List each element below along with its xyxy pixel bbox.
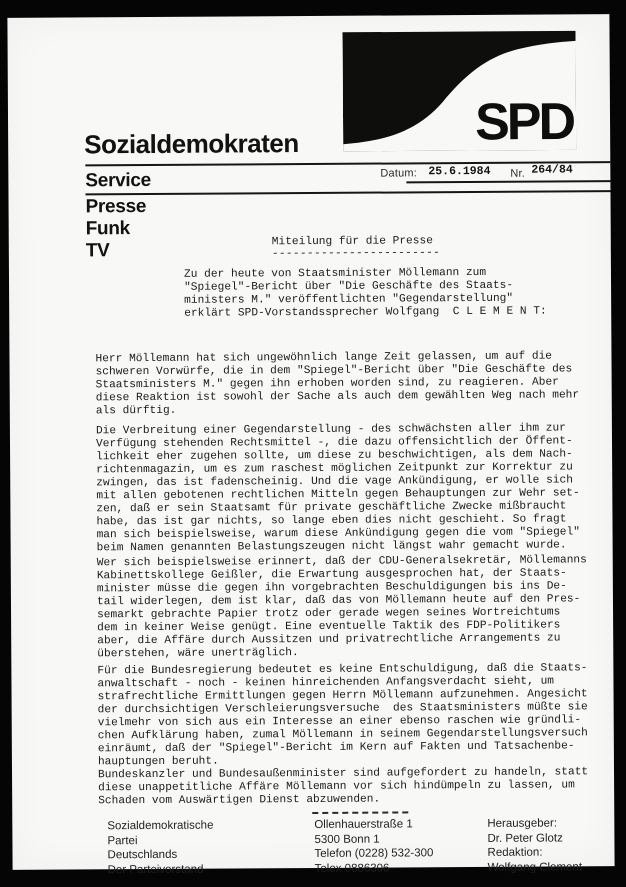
press-note-title: Miteilung für die Presse — [271, 235, 433, 249]
footer-org-line: Deutschlands — [107, 848, 178, 862]
date-underline-rule — [406, 180, 610, 183]
footer-telex: Telex 0886306 — [314, 862, 390, 875]
footer-imprint — [487, 816, 582, 875]
paragraph-3: Wer sich beispielsweise erinnert, daß der CDU-Generalsekretär, Möllemanns Kabinettskollege Geißler, die Erwartung ausgesprochen hat, der Staats- minister müsse die gegen ihn vorgebrachten Beschuldigungen bis ins De- tail widerlegen, dem ist klar, daß das von Möllemann heute auf den Pres- semarkt gebrachte Papier trotz oder gerade wegen seines Wortreichtums dem in keiner Weise genügt. Eine eventuelle Taktik des FDP-Politikers aber, die Affäre durch Aussitzen und privatrechtliche Arrangements zu überstehen, wäre unerträglich. — [96, 554, 587, 661]
date-value: 25.6.1984 — [428, 164, 491, 179]
footer-org-line: Sozialdemokratische — [107, 819, 214, 833]
number-value: 264/84 — [531, 163, 573, 177]
footer-street: Ollenhauerstraße 1 — [314, 818, 413, 831]
footer-org-line: Der Parteivorstand — [107, 863, 204, 876]
paragraph-4: Für die Bundesregierung bedeutet es keine Entschuldigung, daß die Staats- anwaltschaft - noch - keinen hinreichenden Anfangsverdacht sieht, um strafrechtliche Ermittlungen gegen Herrn Möllemann aufzunehmen. Angesicht der durchsichtigen Verschleierungsversuche des Staatsministers müßte sie vielmehr von sich aus ein Interesse an einer ebenso raschen wie gründli- chen Aufklärung haben, zumal Möllemann in seinem Gegendarstellungsversuch einräumt, daß der "Spiegel"-Bericht im Kern auf Fakten und Tatsachenbe- hauptungen beruht. — [97, 662, 588, 769]
paragraph-5: Bundeskanzler und Bundesaußenminister sind aufgefordert zu handeln, statt diese unappetitliche Affäre Möllemann vor sich hindümpeln zu lassen, um Schaden vom Auswärtigen Dienst abzuwenden. — [97, 766, 589, 808]
paragraph-2: Die Verbreitung einer Gegendarstellung - des schwächsten aller ihm zur Verfügung stehenden Rechtsmittel -, die dazu offensichtlich der Öffent- lichkeit eher zugehen sollte, um diese zu beschwichtigen, als dem Nach- richtenmagazin, um es zum raschest möglichen Zeitpunkt zur Korrektur zu zwingen, das ist fadenscheinig. Und die vage Ankündigung, er wolle sich mit allen gebotenen rechtlichen Mitteln gegen Behauptungen zur Wehr set- zen, daß er sein Staatsamt für private geschäftliche Zwecke mißbraucht habe, das ist gar nichts, so lange eben dies nicht geschieht. So fragt man sich beispielsweise, warum diese Ankündigung gegen die vom "Spiegel" beim Namen genannten Belastungszeugen nicht längst wahr gemacht wurde. — [95, 422, 580, 555]
footer-separator-dashes — [312, 811, 408, 814]
header-rule-bottom — [85, 190, 610, 195]
brand-wordmark: Sozialdemokraten — [84, 128, 299, 160]
footer-org-line: Partei — [107, 834, 138, 847]
channel-tv: TV — [85, 240, 110, 262]
number-label: Nr. — [510, 167, 526, 180]
date-label: Datum: — [380, 167, 418, 180]
footer-organization — [107, 819, 213, 878]
channel-list — [85, 196, 146, 262]
spd-logo — [342, 30, 576, 151]
footer-publisher-label: Herausgeber: — [487, 817, 558, 830]
footer-city: 5300 Bonn 1 — [314, 833, 380, 846]
spd-logo-text: SPD — [474, 92, 574, 152]
press-note-title-underline: ------------------------ — [271, 247, 441, 261]
channel-funk: Funk — [85, 218, 130, 240]
footer-phone: Telefon (0228) 532-300 — [314, 847, 434, 860]
service-label: Service — [85, 169, 151, 192]
paragraph-1: Herr Möllemann hat sich ungewöhnlich lange Zeit gelassen, um auf die schweren Vorwürfe, die in dem "Spiegel"-Bericht über "Die Geschäfte des Staatsministers M." gegen ihn erhoben worden sind, zu reagieren. Aber diese Reaktion ist sowohl der Sache als auch dem gewählten Weg nach mehr als dürftig. — [95, 350, 580, 418]
footer-publisher-name: Dr. Peter Glotz — [487, 831, 563, 845]
channel-presse: Presse — [85, 196, 147, 218]
footer-editor-name: Wolfgang Clement — [487, 860, 583, 874]
press-release-page — [7, 14, 614, 876]
intro-block: Zu der heute von Staatsminister Möllemann zum "Spiegel"-Bericht über "Die Geschäfte des Staats- ministers M." veröffentlichten "Gegendarstellung" erklärt SPD-Vorstandssprecher Wolfgang C L E M E N T: — [183, 266, 547, 320]
footer-editor-label: Redaktion: — [487, 846, 543, 859]
footer-address — [314, 817, 433, 876]
